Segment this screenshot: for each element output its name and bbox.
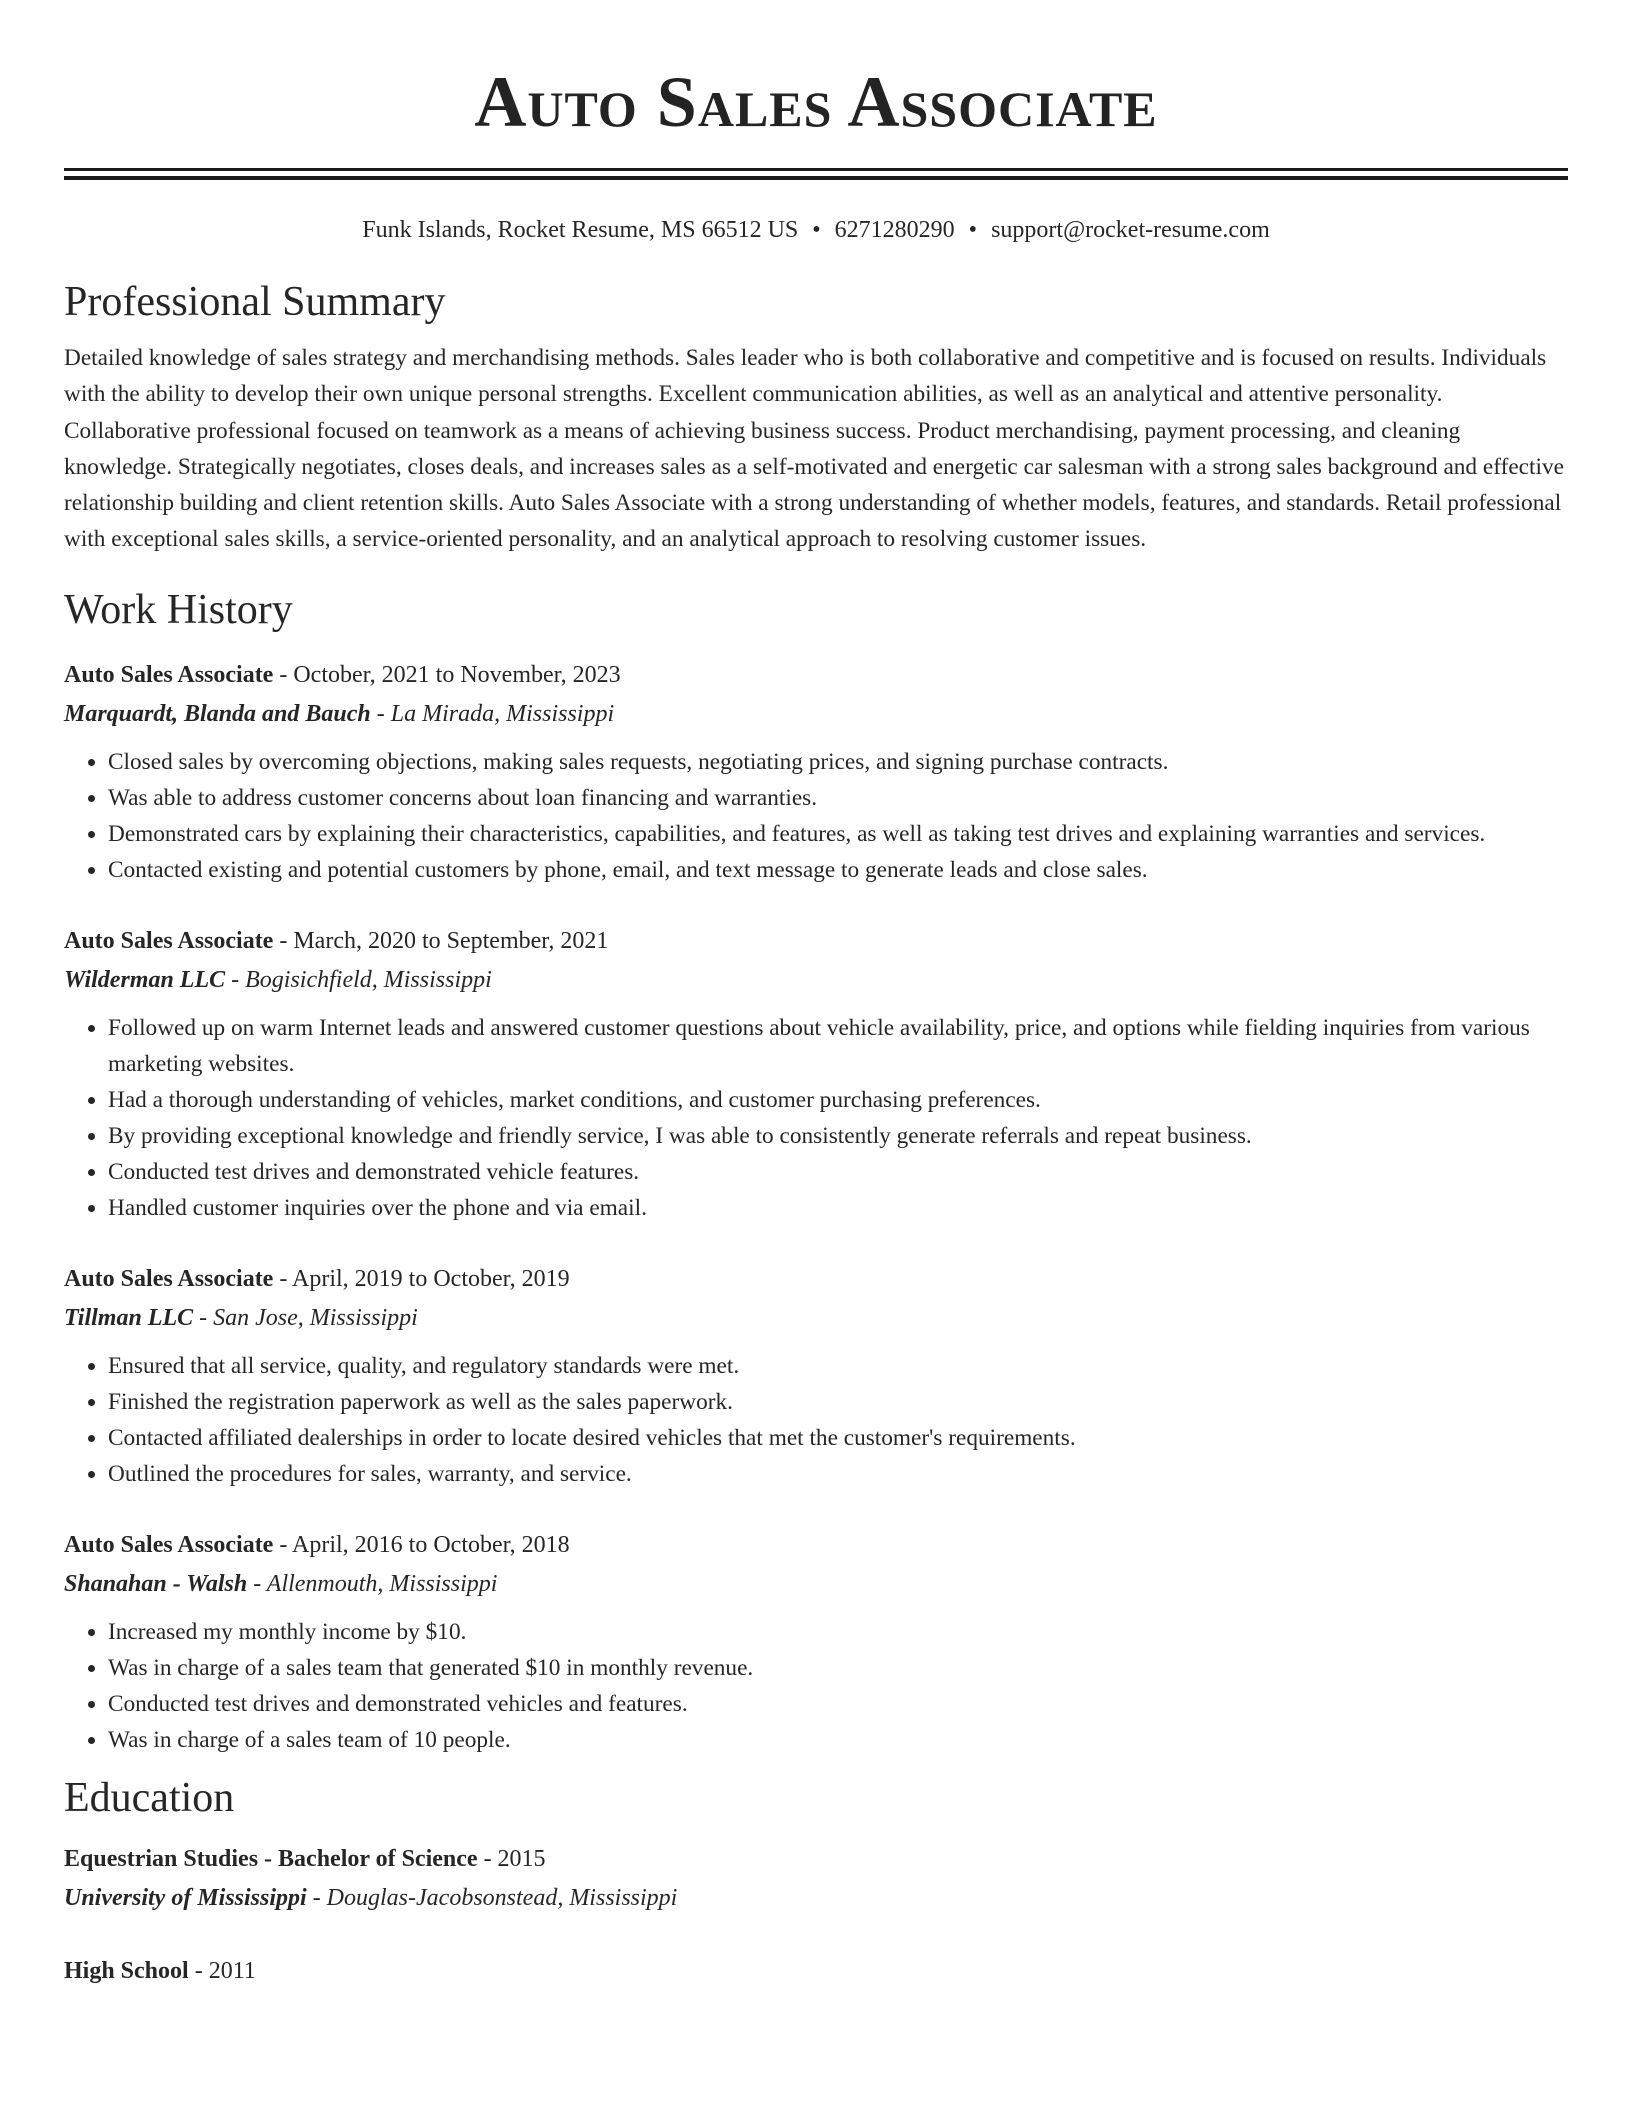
job-bullet: • Outlined the procedures for sales, warranty, and service. — [108, 1456, 1568, 1492]
education-year: - 2015 — [477, 1845, 546, 1872]
job-employer: Shanahan - Walsh — [64, 1570, 248, 1597]
job-bullet: • Contacted existing and potential customers by phone, email, and text message to generate leads and close sales. — [108, 852, 1568, 888]
job-bullet: • Was in charge of a sales team of 10 people. — [108, 1722, 1568, 1758]
job-title-line — [64, 1260, 1568, 1298]
education-year: - 2011 — [188, 1957, 256, 1984]
contact-email: support@rocket-resume.com — [991, 217, 1270, 243]
job-employer: Tillman LLC — [64, 1304, 194, 1331]
job-entry — [64, 1260, 1568, 1492]
education-school: University of Mississippi — [64, 1884, 307, 1911]
job-location: - San Jose, Mississippi — [193, 1304, 418, 1331]
job-employer-line — [64, 1298, 1568, 1338]
job-employer: Marquardt, Blanda and Bauch — [64, 700, 371, 727]
job-dates: - March, 2020 to September, 2021 — [273, 927, 609, 954]
job-bullets — [64, 1348, 1568, 1492]
contact-address: Funk Islands, Rocket Resume, MS 66512 US — [362, 217, 799, 243]
job-title-line — [64, 656, 1568, 694]
contact-line — [64, 214, 1568, 246]
contact-separator: • — [968, 217, 978, 243]
header-divider-bottom — [64, 176, 1568, 180]
job-employer: Wilderman LLC — [64, 966, 226, 993]
education-degree-line — [64, 1952, 1568, 1990]
job-dates: - April, 2016 to October, 2018 — [273, 1531, 570, 1558]
job-bullet: • Contacted affiliated dealerships in order to locate desired vehicles that met the customer's requirements. — [108, 1420, 1568, 1456]
education-degree: Equestrian Studies - Bachelor of Science — [64, 1845, 478, 1872]
education-heading: Education — [64, 1774, 235, 1821]
job-bullet: • Ensured that all service, quality, and regulatory standards were met. — [108, 1348, 1568, 1384]
contact-separator: • — [812, 217, 821, 243]
job-bullet: • Increased my monthly income by $10. — [108, 1614, 1568, 1650]
job-entry — [64, 922, 1568, 1226]
header-divider-top — [64, 168, 1568, 171]
job-bullet: • Conducted test drives and demonstrated vehicle features. — [108, 1154, 1568, 1190]
summary-text: Detailed knowledge of sales strategy and merchandising methods. Sales leader who is both collaborative and competitive and is focused on results. Individuals with the ability to develop their own unique personal strengths. Excellent communication abilities, as well as an analytical and attentive personality. Collaborative professional focused on teamwork as a means of achieving business success. Product merchandising, payment processing, and cleaning knowledge. Strategically negotiates, closes deals, and increases sales as a self-motivated and energetic car salesman with a strong sales background and effective relationship building and client retention skills. Auto Sales Associate with a strong understanding of whether models, features, and standards. Retail professional with exceptional sales skills, a service-oriented personality, and an analytical approach to resolving customer issues. — [64, 345, 1564, 553]
job-employer-line — [64, 1564, 1568, 1604]
education-entry — [64, 1840, 1568, 1918]
job-bullet: • Handled customer inquiries over the phone and via email. — [108, 1190, 1568, 1226]
education-degree-line — [64, 1840, 1568, 1878]
job-bullet: • Finished the registration paperwork as well as the sales paperwork. — [108, 1384, 1568, 1420]
job-bullet: • Had a thorough understanding of vehicles, market conditions, and customer purchasing preferences. — [108, 1082, 1568, 1118]
job-bullets — [64, 744, 1568, 888]
job-role: Auto Sales Associate — [64, 1265, 274, 1292]
job-title-line — [64, 922, 1568, 960]
job-bullets — [64, 1010, 1568, 1226]
job-bullet: • Demonstrated cars by explaining their characteristics, capabilities, and features, as well as taking test drives and explaining warranties and services. — [108, 816, 1568, 852]
job-location: - Bogisichfield, Mississippi — [225, 966, 492, 993]
education-school-line — [64, 1878, 1568, 1918]
work-history-heading: Work History — [64, 586, 293, 633]
job-bullet: • Conducted test drives and demonstrated vehicles and features. — [108, 1686, 1568, 1722]
resume-title: Auto Sales Associate — [474, 62, 1158, 142]
job-dates: - April, 2019 to October, 2019 — [273, 1265, 570, 1292]
education-degree: High School — [64, 1957, 189, 1984]
contact-phone: 6271280290 — [834, 217, 955, 243]
education-location: - Douglas-Jacobsonstead, Mississippi — [306, 1884, 678, 1911]
job-role: Auto Sales Associate — [64, 927, 274, 954]
job-bullet: • Was in charge of a sales team that generated $10 in monthly revenue. — [108, 1650, 1568, 1686]
summary-heading: Professional Summary — [64, 279, 446, 325]
job-title-line — [64, 1526, 1568, 1564]
job-bullet: • Followed up on warm Internet leads and answered customer questions about vehicle availability, price, and options while fielding inquiries from various marketing websites. — [108, 1010, 1568, 1082]
resume-page — [64, 0, 1568, 1990]
job-entry — [64, 656, 1568, 888]
job-location: - La Mirada, Mississippi — [370, 700, 615, 727]
job-bullet: • Closed sales by overcoming objections, making sales requests, negotiating prices, and signing purchase contracts. — [108, 744, 1568, 780]
job-role: Auto Sales Associate — [64, 661, 274, 688]
job-role: Auto Sales Associate — [64, 1531, 274, 1558]
job-entry — [64, 1526, 1568, 1758]
job-bullet: • Was able to address customer concerns about loan financing and warranties. — [108, 780, 1568, 816]
job-location: - Allenmouth, Mississippi — [247, 1570, 498, 1597]
job-employer-line — [64, 960, 1568, 1000]
job-bullets — [64, 1614, 1568, 1758]
job-dates: - October, 2021 to November, 2023 — [273, 661, 621, 688]
job-bullet: • By providing exceptional knowledge and friendly service, I was able to consistently generate referrals and repeat business. — [108, 1118, 1568, 1154]
job-employer-line — [64, 694, 1568, 734]
education-entry — [64, 1952, 1568, 1990]
